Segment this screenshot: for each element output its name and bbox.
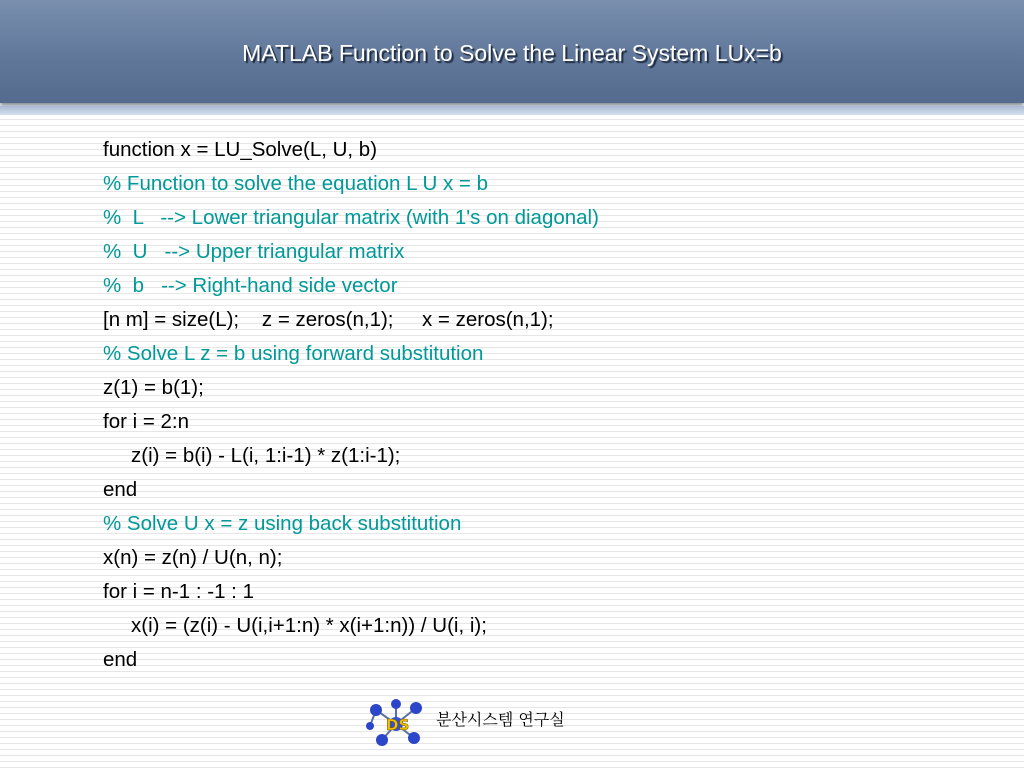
svg-text:DS: DS [386, 716, 410, 734]
code-line: end [103, 478, 138, 501]
comment-line: % Solve L z = b using forward substitution [103, 342, 484, 365]
code-line: x(i) = (z(i) - U(i,i+1:n) * x(i+1:n)) / U(i, i); [131, 614, 487, 637]
comment-line: % L --> Lower triangular matrix (with 1's on diagonal) [103, 206, 599, 229]
code-line: z(i) = b(i) - L(i, 1:i-1) * z(1:i-1); [131, 444, 401, 467]
lab-name: 분산시스템 연구실 [436, 709, 565, 729]
slide-title: MATLAB Function to Solve the Linear System LUx=b [242, 40, 782, 66]
code-line: x(n) = z(n) / U(n, n); [103, 546, 283, 569]
title-bar [0, 0, 1024, 103]
molecule-logo-icon [366, 698, 428, 750]
code-line: for i = 2:n [103, 410, 190, 433]
comment-line: % U --> Upper triangular matrix [103, 240, 405, 263]
footer [366, 698, 565, 750]
code-line: [n m] = size(L); z = zeros(n,1); x = zeros(n,1); [103, 308, 554, 331]
comment-line: % b --> Right-hand side vector [103, 274, 398, 297]
code-line: for i = n-1 : -1 : 1 [103, 580, 254, 603]
comment-line: % Function to solve the equation L U x = b [103, 172, 488, 195]
code-line: function x = LU_Solve(L, U, b) [103, 138, 378, 161]
comment-line: % Solve U x = z using back substitution [103, 512, 462, 535]
code-block [103, 133, 983, 677]
code-line: z(1) = b(1); [103, 376, 204, 399]
code-line: end [103, 648, 138, 671]
